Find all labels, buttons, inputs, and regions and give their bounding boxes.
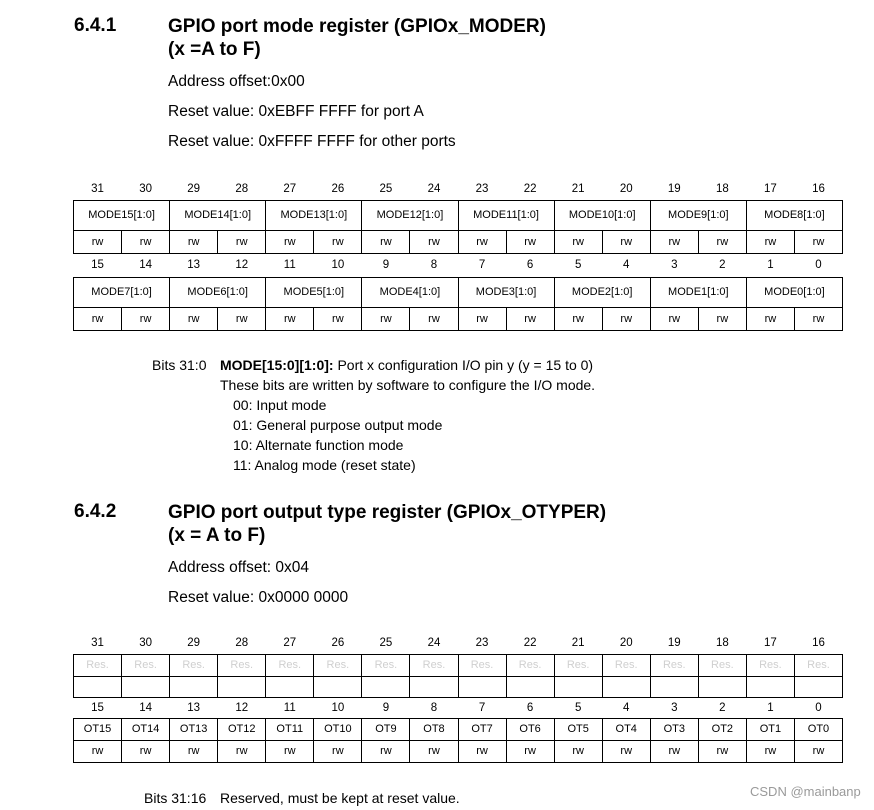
access-cell: rw xyxy=(170,307,218,330)
field-cell: OT12 xyxy=(218,718,266,740)
bit-number: 7 xyxy=(478,259,486,271)
bit-number: 17 xyxy=(764,182,777,195)
field-name: MODE[15:0][1:0]: xyxy=(220,357,334,373)
bit-number-row xyxy=(74,632,843,654)
bit-number: 25 xyxy=(379,182,393,195)
bit-number: 24 xyxy=(427,182,441,195)
bit-number: 2 xyxy=(719,701,726,714)
bit-number: 2 xyxy=(719,259,726,271)
field-cell: OT11 xyxy=(266,718,314,740)
field-row xyxy=(74,718,843,740)
bit-number: 5 xyxy=(574,259,582,271)
bit-number: 4 xyxy=(623,701,630,714)
access-row xyxy=(74,307,843,330)
empty-cell xyxy=(746,676,794,697)
bit-number: 8 xyxy=(430,701,438,714)
empty-cell xyxy=(410,676,458,697)
reserved-cell: Res. xyxy=(122,654,170,676)
access-cell: rw xyxy=(458,307,506,330)
access-cell: rw xyxy=(794,307,842,330)
section-title-line2: (x =A to F) xyxy=(168,39,261,60)
field-cell: OT2 xyxy=(698,718,746,740)
bit-number: 14 xyxy=(139,701,152,714)
bit-number: 23 xyxy=(475,636,489,649)
bit-number: 21 xyxy=(571,182,585,195)
bit-number: 0 xyxy=(815,701,822,714)
reset-value-port-a: Reset value: 0xEBFF FFFF for port A xyxy=(168,103,424,120)
field-cell: OT0 xyxy=(794,718,842,740)
bit-number: 9 xyxy=(382,259,390,271)
bit-number: 10 xyxy=(331,701,345,714)
section-title xyxy=(168,15,546,61)
access-cell: rw xyxy=(602,740,650,762)
access-cell: rw xyxy=(314,307,362,330)
access-cell: rw xyxy=(170,740,218,762)
field-row xyxy=(74,277,843,307)
access-cell: rw xyxy=(650,307,698,330)
empty-cell xyxy=(602,676,650,697)
access-cell: rw xyxy=(362,230,410,253)
field-cell: OT4 xyxy=(602,718,650,740)
reserved-cell: Res. xyxy=(170,654,218,676)
section-title xyxy=(168,501,606,547)
field-cell: OT5 xyxy=(554,718,602,740)
bit-number: 4 xyxy=(623,259,630,271)
bit-number: 19 xyxy=(667,636,681,649)
bit-number: 20 xyxy=(619,636,633,649)
mode-option: 01: General purpose output mode xyxy=(233,417,443,433)
bit-number-row xyxy=(74,178,843,200)
access-cell: rw xyxy=(410,230,458,253)
bit-number: 31 xyxy=(91,636,104,649)
bit-number: 18 xyxy=(715,182,729,195)
reserved-cell: Res. xyxy=(746,654,794,676)
bit-number: 18 xyxy=(715,636,729,649)
otyper-bits-description xyxy=(144,788,206,808)
bit-number: 8 xyxy=(430,259,438,271)
empty-cell xyxy=(650,676,698,697)
access-cell: rw xyxy=(554,740,602,762)
access-cell: rw xyxy=(410,307,458,330)
access-cell: rw xyxy=(698,307,746,330)
field-summary: Port x configuration I/O pin y (y = 15 to 0) xyxy=(333,357,594,373)
bit-number: 9 xyxy=(382,701,390,714)
bit-number: 13 xyxy=(187,259,201,271)
access-cell: rw xyxy=(410,740,458,762)
field-cell: OT6 xyxy=(506,718,554,740)
bit-number: 19 xyxy=(667,182,681,195)
access-cell: rw xyxy=(458,230,506,253)
bit-number: 7 xyxy=(478,701,486,714)
field-cell: MODE1[1:0] xyxy=(650,277,746,307)
access-row xyxy=(74,740,843,762)
section-number: 6.4.1 xyxy=(74,15,117,36)
bit-number: 15 xyxy=(91,701,104,714)
reserved-cell: Res. xyxy=(602,654,650,676)
access-cell: rw xyxy=(218,230,266,253)
bit-number: 3 xyxy=(671,259,678,271)
field-cell: MODE5[1:0] xyxy=(266,277,362,307)
bit-number: 13 xyxy=(187,701,201,714)
field-cell: MODE12[1:0] xyxy=(362,200,458,230)
access-cell: rw xyxy=(554,230,602,253)
bit-number: 21 xyxy=(571,636,585,649)
bit-number: 27 xyxy=(283,182,297,195)
section-title-line1: GPIO port output type register (GPIOx_OTYPER) xyxy=(168,502,607,523)
bit-number: 31 xyxy=(91,182,104,195)
access-cell: rw xyxy=(314,740,362,762)
mode-option: 00: Input mode xyxy=(233,397,327,413)
field-cell: OT7 xyxy=(458,718,506,740)
empty-cell xyxy=(554,676,602,697)
bit-number: 28 xyxy=(235,182,249,195)
bit-number: 29 xyxy=(187,636,201,649)
reserved-cell: Res. xyxy=(266,654,314,676)
bit-number: 1 xyxy=(767,259,774,271)
access-cell: rw xyxy=(74,230,122,253)
bit-number: 23 xyxy=(475,182,489,195)
bit-number: 14 xyxy=(139,259,152,271)
reserved-cell: Res. xyxy=(554,654,602,676)
bit-number: 0 xyxy=(815,259,822,271)
otyper-register-table xyxy=(73,632,843,763)
reserved-row xyxy=(74,654,843,676)
bit-number-row xyxy=(74,253,843,277)
empty-cell xyxy=(74,676,122,697)
reserved-cell: Res. xyxy=(410,654,458,676)
access-cell: rw xyxy=(794,740,842,762)
access-cell: rw xyxy=(746,230,794,253)
access-cell: rw xyxy=(650,230,698,253)
bit-number: 25 xyxy=(379,636,393,649)
watermark: CSDN @mainbanp xyxy=(750,784,861,799)
access-cell: rw xyxy=(170,230,218,253)
field-cell: MODE11[1:0] xyxy=(458,200,554,230)
field-cell: OT1 xyxy=(746,718,794,740)
field-cell: OT10 xyxy=(314,718,362,740)
field-cell: MODE14[1:0] xyxy=(170,200,266,230)
field-cell: MODE0[1:0] xyxy=(746,277,842,307)
moder-field-description xyxy=(220,355,595,475)
field-row xyxy=(74,200,843,230)
access-cell: rw xyxy=(602,230,650,253)
access-cell: rw xyxy=(266,307,314,330)
reserved-cell: Res. xyxy=(218,654,266,676)
access-cell: rw xyxy=(122,740,170,762)
access-row xyxy=(74,230,843,253)
access-cell: rw xyxy=(650,740,698,762)
bit-number: 11 xyxy=(283,701,296,714)
empty-cell xyxy=(362,676,410,697)
bit-number: 24 xyxy=(427,636,441,649)
access-cell: rw xyxy=(698,230,746,253)
bit-number: 12 xyxy=(235,701,249,714)
field-cell: MODE9[1:0] xyxy=(650,200,746,230)
bit-number-row xyxy=(74,697,843,718)
field-cell: MODE3[1:0] xyxy=(458,277,554,307)
bit-number: 16 xyxy=(812,182,825,195)
access-cell: rw xyxy=(122,230,170,253)
empty-cell xyxy=(122,676,170,697)
field-cell: OT9 xyxy=(362,718,410,740)
section-title-line2: (x = A to F) xyxy=(168,525,266,546)
reserved-cell: Res. xyxy=(74,654,122,676)
reserved-cell: Res. xyxy=(506,654,554,676)
bit-number: 15 xyxy=(91,259,104,271)
section-number: 6.4.2 xyxy=(74,501,117,522)
bit-number: 17 xyxy=(764,636,777,649)
empty-cell xyxy=(218,676,266,697)
access-cell: rw xyxy=(698,740,746,762)
access-cell: rw xyxy=(218,307,266,330)
access-cell: rw xyxy=(314,230,362,253)
reserved-cell: Res. xyxy=(458,654,506,676)
field-cell: MODE8[1:0] xyxy=(746,200,842,230)
empty-cell xyxy=(794,676,842,697)
empty-cell xyxy=(314,676,362,697)
mode-option: 11: Analog mode (reset state) xyxy=(233,457,416,473)
mode-option: 10: Alternate function mode xyxy=(233,437,404,453)
address-offset: Address offset: 0x04 xyxy=(168,559,310,576)
access-cell: rw xyxy=(218,740,266,762)
field-cell: MODE10[1:0] xyxy=(554,200,650,230)
bit-number: 5 xyxy=(574,701,582,714)
field-cell: OT15 xyxy=(74,718,122,740)
field-cell: OT3 xyxy=(650,718,698,740)
reset-value: Reset value: 0x0000 0000 xyxy=(168,589,349,606)
bit-number: 11 xyxy=(283,259,296,271)
bit-number: 10 xyxy=(331,259,345,271)
address-offset: Address offset:0x00 xyxy=(168,73,305,90)
access-cell: rw xyxy=(122,307,170,330)
bit-number: 6 xyxy=(526,259,534,271)
access-cell: rw xyxy=(362,740,410,762)
bit-number: 27 xyxy=(283,636,297,649)
bit-number: 6 xyxy=(526,701,534,714)
reserved-cell: Res. xyxy=(698,654,746,676)
empty-cell xyxy=(266,676,314,697)
field-cell: MODE6[1:0] xyxy=(170,277,266,307)
bit-number: 28 xyxy=(235,636,249,649)
field-cell: MODE4[1:0] xyxy=(362,277,458,307)
access-cell: rw xyxy=(266,230,314,253)
access-cell: rw xyxy=(266,740,314,762)
bit-number: 22 xyxy=(523,636,537,649)
bits-label: Bits 31:0 xyxy=(152,357,207,373)
empty-cell xyxy=(458,676,506,697)
access-cell: rw xyxy=(458,740,506,762)
reserved-cell: Res. xyxy=(650,654,698,676)
field-cell: MODE15[1:0] xyxy=(74,200,170,230)
bit-number: 3 xyxy=(671,701,678,714)
field-cell: MODE2[1:0] xyxy=(554,277,650,307)
field-cell: OT13 xyxy=(170,718,218,740)
access-cell: rw xyxy=(506,230,554,253)
empty-cell xyxy=(698,676,746,697)
access-cell: rw xyxy=(602,307,650,330)
bit-number: 22 xyxy=(523,182,537,195)
bit-number: 30 xyxy=(139,182,152,195)
field-detail: These bits are written by software to configure the I/O mode. xyxy=(220,377,596,393)
access-cell: rw xyxy=(554,307,602,330)
field-cell: MODE13[1:0] xyxy=(266,200,362,230)
access-cell: rw xyxy=(794,230,842,253)
access-cell: rw xyxy=(506,307,554,330)
bit-number: 29 xyxy=(187,182,201,195)
section-title-line1: GPIO port mode register (GPIOx_MODER) xyxy=(168,16,546,37)
moder-bits-description xyxy=(152,355,206,375)
empty-access-row xyxy=(74,676,843,697)
moder-register-table xyxy=(73,178,843,331)
reset-value-other-ports: Reset value: 0xFFFF FFFF for other ports xyxy=(168,133,456,150)
field-cell: OT14 xyxy=(122,718,170,740)
access-cell: rw xyxy=(746,740,794,762)
access-cell: rw xyxy=(74,740,122,762)
field-cell: OT8 xyxy=(410,718,458,740)
bit-number: 12 xyxy=(235,259,249,271)
empty-cell xyxy=(170,676,218,697)
bit-number: 1 xyxy=(767,701,774,714)
bit-number: 26 xyxy=(331,182,345,195)
reserved-cell: Res. xyxy=(794,654,842,676)
otyper-field-description: Reserved, must be kept at reset value. xyxy=(220,790,460,806)
reserved-cell: Res. xyxy=(362,654,410,676)
access-cell: rw xyxy=(74,307,122,330)
bit-number: 16 xyxy=(812,636,825,649)
bit-number: 20 xyxy=(619,182,633,195)
reserved-cell: Res. xyxy=(314,654,362,676)
access-cell: rw xyxy=(746,307,794,330)
field-cell: MODE7[1:0] xyxy=(74,277,170,307)
mode-options-list xyxy=(220,395,595,475)
bits-label: Bits 31:16 xyxy=(144,790,207,806)
access-cell: rw xyxy=(506,740,554,762)
access-cell: rw xyxy=(362,307,410,330)
empty-cell xyxy=(506,676,554,697)
bit-number: 30 xyxy=(139,636,152,649)
bit-number: 26 xyxy=(331,636,345,649)
